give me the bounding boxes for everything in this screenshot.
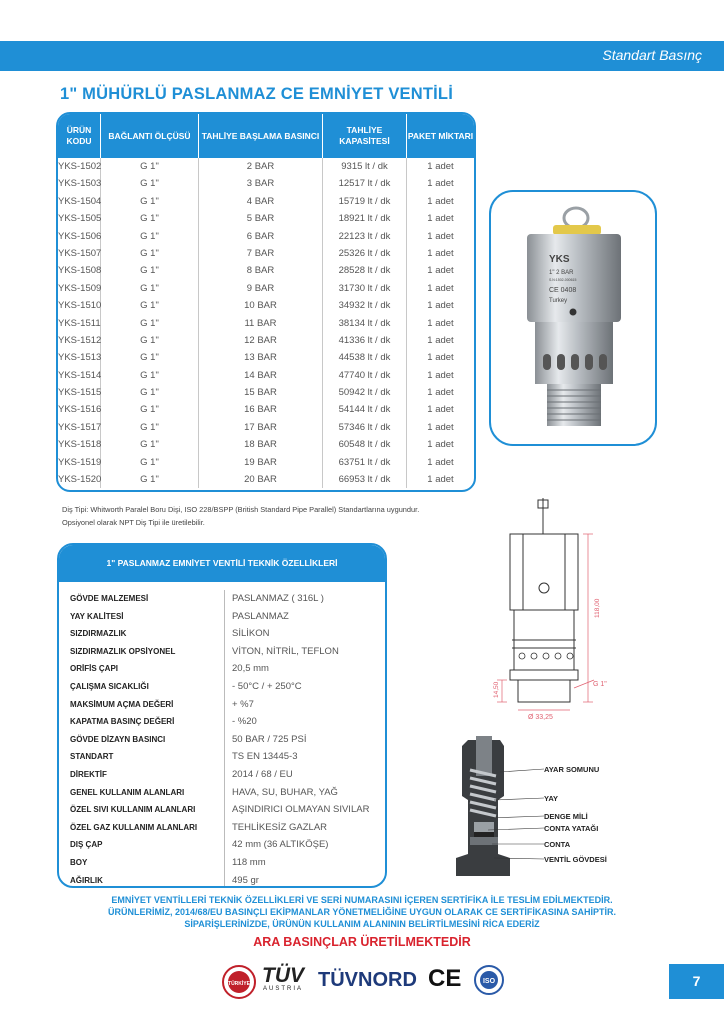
dim-diameter: Ø 33,25 bbox=[528, 714, 553, 721]
spec-value: 42 mm (36 ALTIKÖŞE) bbox=[232, 839, 329, 851]
product-table bbox=[56, 112, 476, 492]
table-row bbox=[58, 210, 474, 227]
tuv-nord-logo: TÜVNORD bbox=[318, 969, 417, 991]
cell-pressure: 10 BAR bbox=[199, 297, 323, 314]
cell-connection: G 1" bbox=[101, 175, 199, 192]
cell-connection: G 1" bbox=[101, 280, 199, 297]
cell-code: YKS-1514 bbox=[58, 367, 101, 384]
cell-package: 1 adet bbox=[427, 421, 454, 433]
cutaway-label-adjust-nut: AYAR SOMUNU bbox=[544, 765, 600, 774]
cutaway-leader-lines bbox=[480, 760, 546, 864]
spec-key: GÖVDE DİZAYN BASINCI bbox=[59, 731, 225, 749]
technical-drawing bbox=[488, 498, 618, 733]
cell-connection: G 1" bbox=[101, 262, 199, 279]
cell-package: 1 adet bbox=[427, 317, 454, 329]
col-header-code: ÜRÜN KODU bbox=[58, 114, 101, 158]
cell-capacity: 9315 lt / dk bbox=[323, 158, 407, 175]
spec-value: AŞINDIRICI OLMAYAN SIVILAR bbox=[232, 804, 370, 816]
cell-code: YKS-1504 bbox=[58, 193, 101, 210]
cell-package: 1 adet bbox=[427, 247, 454, 259]
cell-pressure: 11 BAR bbox=[199, 315, 323, 332]
cell-connection: G 1" bbox=[101, 297, 199, 314]
cell-pressure: 4 BAR bbox=[199, 193, 323, 210]
spec-row bbox=[59, 678, 385, 696]
cell-capacity: 25326 lt / dk bbox=[323, 245, 407, 262]
table-row bbox=[58, 297, 474, 314]
svg-text:ISO: ISO bbox=[482, 978, 496, 985]
spec-key: ÖZEL SIVI KULLANIM ALANLARI bbox=[59, 801, 225, 819]
spec-value: VİTON, NİTRİL, TEFLON bbox=[232, 645, 339, 657]
dim-thread-height: 14,50 bbox=[493, 681, 500, 698]
cell-capacity: 66953 lt / dk bbox=[323, 471, 407, 488]
thread-note bbox=[62, 503, 419, 529]
spec-value: TS EN 13445-3 bbox=[232, 751, 298, 763]
table-row bbox=[58, 158, 474, 175]
cell-capacity: 22123 lt / dk bbox=[323, 228, 407, 245]
cell-capacity: 60548 lt / dk bbox=[323, 436, 407, 453]
spec-row bbox=[59, 625, 385, 643]
table-row bbox=[58, 401, 474, 418]
cell-code: YKS-1508 bbox=[58, 262, 101, 279]
ce-mark-logo: CE bbox=[428, 965, 462, 992]
product-photo-frame bbox=[489, 190, 657, 446]
cell-connection: G 1" bbox=[101, 401, 199, 418]
cell-code: YKS-1515 bbox=[58, 384, 101, 401]
cell-package: 1 adet bbox=[427, 265, 454, 277]
cell-pressure: 14 BAR bbox=[199, 367, 323, 384]
yellow-seal bbox=[553, 225, 601, 235]
table-row bbox=[58, 419, 474, 436]
photo-pressure: 1" 2 BAR bbox=[549, 270, 574, 276]
dim-height: 118,00 bbox=[594, 598, 601, 618]
cell-code: YKS-1516 bbox=[58, 401, 101, 418]
table-row bbox=[58, 332, 474, 349]
spec-row bbox=[59, 784, 385, 802]
cell-capacity: 18921 lt / dk bbox=[323, 210, 407, 227]
spec-key: ÇALIŞMA SICAKLIĞI bbox=[59, 678, 225, 696]
cell-pressure: 7 BAR bbox=[199, 245, 323, 262]
spec-key: DIŞ ÇAP bbox=[59, 836, 225, 854]
cell-code: YKS-1503 bbox=[58, 175, 101, 192]
cell-pressure: 20 BAR bbox=[199, 471, 323, 488]
photo-ce: CE 0408 bbox=[549, 287, 577, 294]
spec-value: 495 gr bbox=[232, 874, 259, 886]
section-title: Standart Basınç bbox=[602, 47, 702, 63]
cell-connection: G 1" bbox=[101, 228, 199, 245]
spec-key: DİREKTİF bbox=[59, 766, 225, 784]
cutaway-label-body: VENTİL GÖVDESİ bbox=[544, 855, 607, 864]
cell-capacity: 47740 lt / dk bbox=[323, 367, 407, 384]
page-number: 7 bbox=[669, 964, 724, 999]
cell-capacity: 57346 lt / dk bbox=[323, 419, 407, 436]
spec-row bbox=[59, 766, 385, 784]
product-table-body bbox=[58, 158, 474, 488]
spec-row bbox=[59, 854, 385, 872]
cell-connection: G 1" bbox=[101, 332, 199, 349]
cell-connection: G 1" bbox=[101, 245, 199, 262]
cell-code: YKS-1507 bbox=[58, 245, 101, 262]
cell-package: 1 adet bbox=[427, 439, 454, 451]
tuv-austria-logo: TÜV AUSTRIA bbox=[262, 964, 304, 992]
table-row bbox=[58, 349, 474, 366]
thread-note-line-2: Opsiyonel olarak NPT Diş Tipi ile üretilebilir. bbox=[62, 518, 205, 527]
spec-value: 50 BAR / 725 PSİ bbox=[232, 733, 307, 745]
spec-key: ORİFİS ÇAPI bbox=[59, 660, 225, 678]
spec-row bbox=[59, 819, 385, 837]
dim-thread: G 1" bbox=[593, 681, 607, 688]
cell-connection: G 1" bbox=[101, 454, 199, 471]
table-row bbox=[58, 280, 474, 297]
cell-package: 1 adet bbox=[427, 334, 454, 346]
cell-pressure: 15 BAR bbox=[199, 384, 323, 401]
cutaway-label-spring: YAY bbox=[544, 794, 559, 803]
cell-pressure: 19 BAR bbox=[199, 454, 323, 471]
cell-capacity: 54144 lt / dk bbox=[323, 401, 407, 418]
col-header-pressure: TAHLİYE BAŞLAMA BASINCI bbox=[199, 114, 323, 158]
footer-line-1: EMNİYET VENTİLLERİ TEKNİK ÖZELLİKLERİ VE SERİ NUMARASINI İÇEREN SERTİFİKA İLE TESLİM EDİLMEKTEDİR. bbox=[111, 895, 613, 905]
cell-pressure: 16 BAR bbox=[199, 401, 323, 418]
spec-row bbox=[59, 696, 385, 714]
cell-code: YKS-1506 bbox=[58, 228, 101, 245]
cell-package: 1 adet bbox=[427, 178, 454, 190]
cell-package: 1 adet bbox=[427, 161, 454, 172]
turkiye-seal-logo bbox=[222, 965, 256, 1004]
spec-key: YAY KALİTESİ bbox=[59, 608, 225, 626]
spec-key: GÖVDE MALZEMESİ bbox=[59, 590, 225, 608]
spec-value: + %7 bbox=[232, 698, 254, 710]
spec-row bbox=[59, 731, 385, 749]
valve-photo bbox=[491, 192, 655, 444]
cell-capacity: 44538 lt / dk bbox=[323, 349, 407, 366]
cell-pressure: 8 BAR bbox=[199, 262, 323, 279]
photo-origin: Turkey bbox=[549, 298, 568, 304]
col-header-capacity: TAHLİYE KAPASİTESİ bbox=[323, 114, 407, 158]
cell-pressure: 5 BAR bbox=[199, 210, 323, 227]
spec-value: 2014 / 68 / EU bbox=[232, 768, 293, 780]
spec-value: 20,5 mm bbox=[232, 663, 269, 675]
table-row bbox=[58, 315, 474, 332]
cell-capacity: 15719 lt / dk bbox=[323, 193, 407, 210]
spec-row bbox=[59, 872, 385, 889]
vent-hole bbox=[570, 309, 577, 316]
cell-code: YKS-1517 bbox=[58, 419, 101, 436]
spec-row bbox=[59, 643, 385, 661]
photo-brand: YKS bbox=[549, 254, 570, 265]
cell-package: 1 adet bbox=[427, 352, 454, 364]
cutaway-label-seal: CONTA bbox=[544, 840, 571, 849]
cell-pressure: 18 BAR bbox=[199, 436, 323, 453]
footer-highlight: ARA BASINÇLAR ÜRETİLMEKTEDİR bbox=[253, 935, 471, 949]
cell-connection: G 1" bbox=[101, 210, 199, 227]
spec-row bbox=[59, 713, 385, 731]
cell-package: 1 adet bbox=[427, 404, 454, 416]
cell-connection: G 1" bbox=[101, 349, 199, 366]
spec-value: PASLANMAZ ( 316L ) bbox=[232, 593, 324, 604]
spec-value: - %20 bbox=[232, 716, 257, 728]
table-row bbox=[58, 367, 474, 384]
cell-package: 1 adet bbox=[427, 456, 454, 468]
spec-key: MAKSİMUM AÇMA DEĞERİ bbox=[59, 696, 225, 714]
spec-row bbox=[59, 660, 385, 678]
table-row bbox=[58, 193, 474, 210]
cell-package: 1 adet bbox=[427, 213, 454, 225]
cell-pressure: 6 BAR bbox=[199, 228, 323, 245]
photo-serial: S.N:1502-000615 bbox=[549, 278, 577, 282]
cell-connection: G 1" bbox=[101, 367, 199, 384]
spec-row bbox=[59, 836, 385, 854]
cell-capacity: 34932 lt / dk bbox=[323, 297, 407, 314]
col-header-connection: BAĞLANTI ÖLÇÜSÜ bbox=[101, 114, 199, 158]
cell-capacity: 41336 lt / dk bbox=[323, 332, 407, 349]
cell-capacity: 31730 lt / dk bbox=[323, 280, 407, 297]
cell-connection: G 1" bbox=[101, 193, 199, 210]
spec-key: ÖZEL GAZ KULLANIM ALANLARI bbox=[59, 819, 225, 837]
cell-connection: G 1" bbox=[101, 315, 199, 332]
spec-table bbox=[57, 543, 387, 888]
spec-value: SİLİKON bbox=[232, 628, 270, 640]
spec-key: BOY bbox=[59, 854, 225, 872]
cell-connection: G 1" bbox=[101, 436, 199, 453]
spec-key: SIZDIRMAZLIK bbox=[59, 625, 225, 643]
cell-code: YKS-1511 bbox=[58, 315, 101, 332]
cell-connection: G 1" bbox=[101, 384, 199, 401]
cell-capacity: 63751 lt / dk bbox=[323, 454, 407, 471]
spec-value: - 50°C / + 250°C bbox=[232, 680, 302, 692]
table-row bbox=[58, 471, 474, 488]
cell-package: 1 adet bbox=[427, 387, 454, 399]
cell-connection: G 1" bbox=[101, 471, 199, 488]
cutaway-label-seal-seat: CONTA YATAĞI bbox=[544, 824, 599, 833]
table-row bbox=[58, 228, 474, 245]
cell-code: YKS-1505 bbox=[58, 210, 101, 227]
cell-capacity: 28528 lt / dk bbox=[323, 262, 407, 279]
spec-key: GENEL KULLANIM ALANLARI bbox=[59, 784, 225, 802]
cell-capacity: 12517 lt / dk bbox=[323, 175, 407, 192]
table-row bbox=[58, 262, 474, 279]
table-row bbox=[58, 384, 474, 401]
cell-package: 1 adet bbox=[427, 195, 454, 207]
thread-note-line-1: Diş Tipi: Whitworth Paralel Boru Dişi, ISO 228/BSPP (British Standard Pipe Parallel) Standartlarına uygundur. bbox=[62, 505, 420, 514]
cell-code: YKS-1518 bbox=[58, 436, 101, 453]
cell-package: 1 adet bbox=[427, 230, 454, 242]
cell-capacity: 38134 lt / dk bbox=[323, 315, 407, 332]
table-row bbox=[58, 245, 474, 262]
cell-code: YKS-1512 bbox=[58, 332, 101, 349]
cell-capacity: 50942 lt / dk bbox=[323, 384, 407, 401]
spec-row bbox=[59, 748, 385, 766]
spec-key: SIZDIRMAZLIK OPSİYONEL bbox=[59, 643, 225, 661]
footer-line-3: SİPARİŞLERİNİZDE, ÜRÜNÜN KULLANIM ALANININ BELİRTİLMESİNİ RİCA EDERİZ bbox=[184, 919, 540, 929]
cell-pressure: 12 BAR bbox=[199, 332, 323, 349]
cell-code: YKS-1520 bbox=[58, 471, 101, 488]
table-row bbox=[58, 175, 474, 192]
spec-key: STANDART bbox=[59, 748, 225, 766]
cell-package: 1 adet bbox=[427, 282, 454, 294]
spec-value: HAVA, SU, BUHAR, YAĞ bbox=[232, 786, 338, 798]
cell-pressure: 3 BAR bbox=[199, 175, 323, 192]
spec-value: PASLANMAZ bbox=[232, 610, 289, 622]
product-table-header bbox=[58, 114, 474, 158]
cell-pressure: 17 BAR bbox=[199, 419, 323, 436]
cell-code: YKS-1510 bbox=[58, 297, 101, 314]
cell-code: YKS-1509 bbox=[58, 280, 101, 297]
spec-value: 118 mm bbox=[232, 856, 266, 868]
cell-pressure: 2 BAR bbox=[199, 158, 323, 175]
valve-lower-body bbox=[535, 322, 613, 384]
col-header-package: PAKET MİKTARI bbox=[407, 130, 474, 141]
cell-package: 1 adet bbox=[427, 300, 454, 312]
section-header-bar bbox=[0, 41, 724, 71]
iso-logo bbox=[474, 965, 504, 1000]
spec-row bbox=[59, 801, 385, 819]
cell-code: YKS-1513 bbox=[58, 349, 101, 366]
cell-code: YKS-1502 bbox=[58, 158, 101, 175]
spec-row bbox=[59, 590, 385, 608]
cell-code: YKS-1519 bbox=[58, 454, 101, 471]
page-title: 1" MÜHÜRLÜ PASLANMAZ CE EMNİYET VENTİLİ bbox=[60, 85, 453, 103]
cell-pressure: 13 BAR bbox=[199, 349, 323, 366]
spec-table-title: 1" PASLANMAZ EMNİYET VENTİLİ TEKNİK ÖZELLİKLERİ bbox=[59, 545, 385, 582]
cutaway-label-stem: DENGE MİLİ bbox=[544, 812, 588, 821]
cell-connection: G 1" bbox=[101, 419, 199, 436]
spec-table-body bbox=[59, 582, 385, 888]
spec-key: AĞIRLIK bbox=[59, 872, 225, 889]
footer-line-2: ÜRÜNLERİMİZ, 2014/68/EU BASINÇLI EKİPMANLAR YÖNETMELİĞİNE UYGUN OLARAK CE SERTİFİKASINA SAHİPTİR. bbox=[107, 907, 617, 917]
spec-row bbox=[59, 608, 385, 626]
cell-pressure: 9 BAR bbox=[199, 280, 323, 297]
table-row bbox=[58, 436, 474, 453]
cell-package: 1 adet bbox=[427, 369, 454, 381]
table-row bbox=[58, 454, 474, 471]
spec-value: TEHLİKESİZ GAZLAR bbox=[232, 821, 328, 833]
spec-key: KAPATMA BASINÇ DEĞERİ bbox=[59, 713, 225, 731]
cell-package: 1 adet bbox=[427, 474, 454, 486]
svg-text:TÜRKİYE: TÜRKİYE bbox=[228, 981, 250, 987]
cell-connection: G 1" bbox=[101, 158, 199, 175]
